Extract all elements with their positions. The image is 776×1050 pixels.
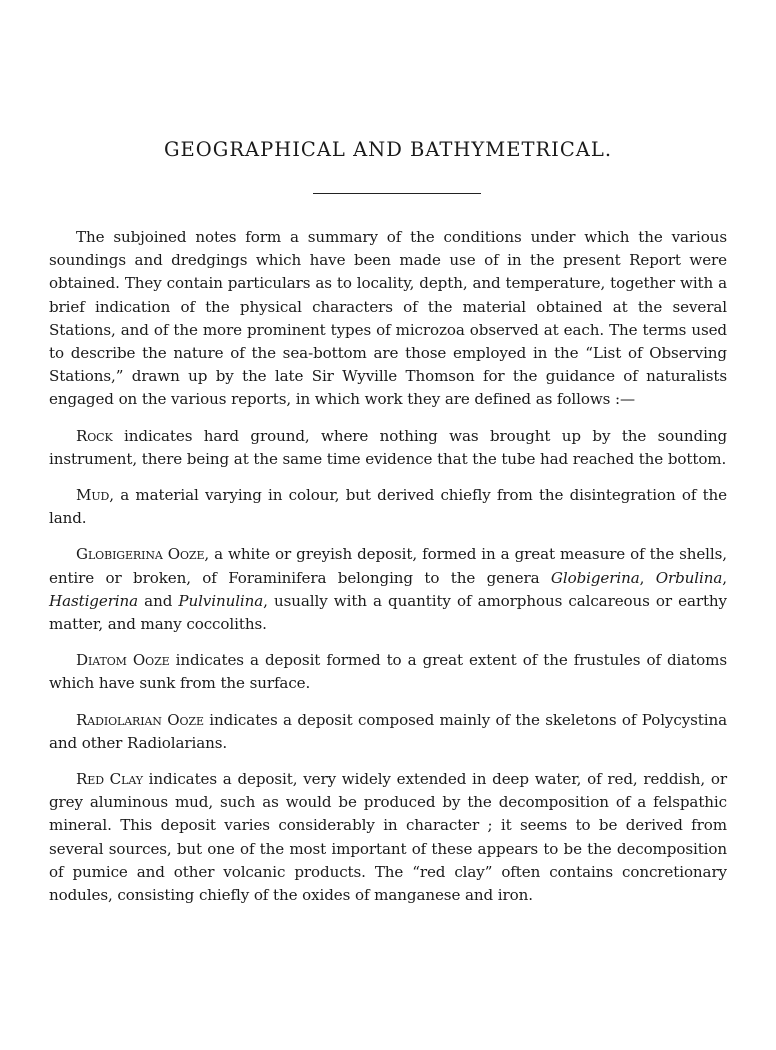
title-rule <box>313 193 481 194</box>
definition-rock <box>49 425 727 471</box>
page-title: GEOGRAPHICAL AND BATHYMETRICAL. <box>163 138 613 161</box>
definition-text: , a white or greyish deposit, formed in a great measure of the shells, entire or broken, of Foraminifera belonging to the genera <box>49 545 727 587</box>
definition-term: Red Clay <box>76 770 143 789</box>
genus-name: Globigerina <box>550 568 640 587</box>
separator: , <box>722 568 727 587</box>
definition-term: Mud <box>76 486 110 505</box>
definition-text: indicates a deposit, very widely extended in deep water, of red, reddish, or grey aluminous mud, such as would be produced by the decomposition of a felspathic mineral. This deposit varies considerably in character ; it seems to be derived from several sources, but one of the most important of these appears to be the decomposition of pumice and other volcanic products. The “red clay” often contains concretionary nodules, consisting chiefly of the oxides of manganese and iron. <box>49 770 727 905</box>
definition-globigerina-ooze <box>49 543 727 636</box>
genus-name: Orbulina <box>655 568 723 587</box>
definition-text: , usually with a quantity of amorphous calcareous or earthy matter, and many coccoliths. <box>49 591 727 634</box>
definition-text: indicates a deposit formed to a great extent of the frustules of diatoms which have sunk from the surface. <box>49 651 727 693</box>
definition-term: Radiolarian Ooze <box>76 710 204 729</box>
definition-red-clay <box>49 768 727 907</box>
genus-name: Pulvinulina <box>178 591 264 610</box>
definition-text: indicates a deposit composed mainly of the skeletons of Polycystina and other Radiolarians. <box>49 710 727 752</box>
definition-text: , a material varying in colour, but derived chiefly from the disintegration of the land. <box>49 486 727 528</box>
definition-term: Globigerina Ooze <box>76 545 205 564</box>
genus-name: Hastigerina <box>49 591 139 610</box>
definition-term: Diatom Ooze <box>76 651 170 670</box>
separator: , <box>639 568 656 587</box>
intro-paragraph: The subjoined notes form a summary of the conditions under which the various soundings and dredgings which have been made use of in the present Report were obtained. They contain particulars as to locality, depth, and temperature, together with a brief indication of the physical characters of the material obtained at the several Stations, and of the more prominent types of microzoa observed at each. The terms used to describe the nature of the sea-bottom are those employed in the “List of Observing Stations,” drawn up by the late Sir Wyville Thomson for the guidance of naturalists engaged on the various reports, in which work they are defined as follows :— <box>49 228 727 409</box>
definition-diatom-ooze <box>49 649 727 695</box>
definition-term: Rock <box>76 426 113 445</box>
definition-text: indicates hard ground, where nothing was brought up by the sounding instrument, there being at the same time evidence that the tube had reached the bottom. <box>49 426 727 468</box>
separator: and <box>138 591 179 610</box>
body-text <box>49 226 727 907</box>
definition-radiolarian-ooze <box>49 709 727 755</box>
definition-mud <box>49 484 727 530</box>
